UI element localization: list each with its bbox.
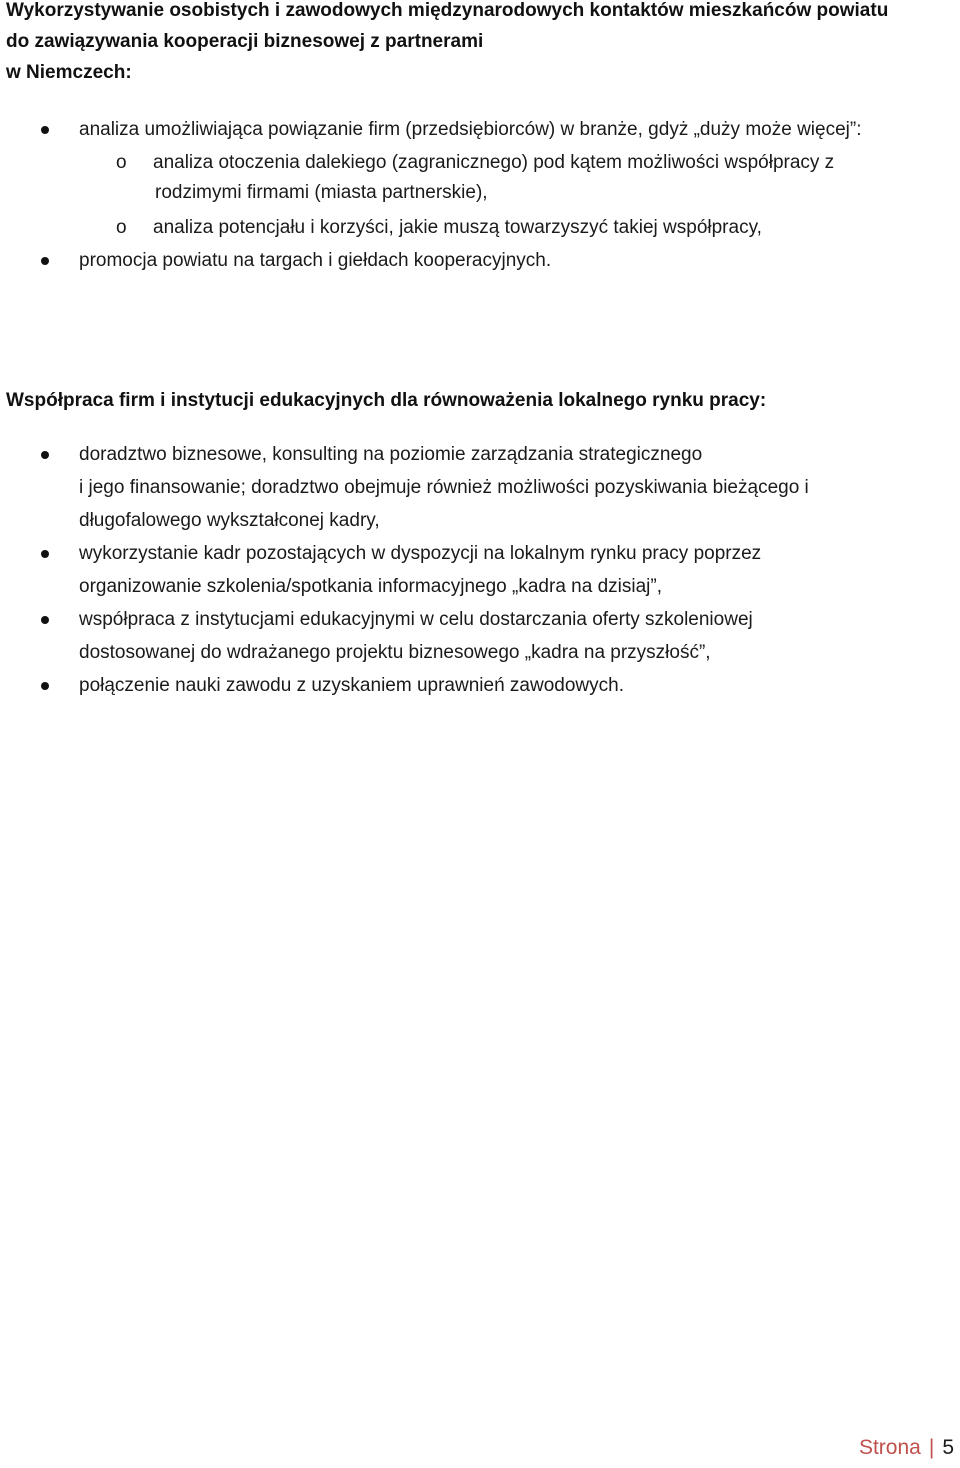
list-item-text: połączenie nauki zawodu z uzyskaniem uprawnień zawodowych. — [79, 675, 624, 696]
list-item-text: organizowanie szkolenia/spotkania informacyjnego „kadra na dzisiaj”, — [79, 576, 662, 597]
sub-list-item-text: analiza potencjału i korzyści, jakie muszą towarzyszyć takiej współpracy, — [153, 217, 762, 238]
list-item-text: wykorzystanie kadr pozostających w dyspozycji na lokalnym rynku pracy poprzez — [79, 543, 762, 564]
heading-line: w Niemczech: — [6, 62, 132, 83]
heading-line: do zawiązywania kooperacji biznesowej z partnerami — [6, 31, 484, 52]
bullet-icon — [41, 616, 49, 624]
list-item-text: analiza umożliwiająca powiązanie firm (przedsiębiorców) w branże, gdyż „duży może więcej”: — [79, 119, 862, 140]
bullet-icon — [41, 126, 49, 134]
heading-line: Wykorzystywanie osobistych i zawodowych międzynarodowych kontaktów mieszkańców powiatu — [6, 0, 889, 21]
circle-bullet-icon: o — [116, 217, 127, 238]
page-number: 5 — [942, 1436, 954, 1459]
list-item-text: dostosowanej do wdrażanego projektu biznesowego „kadra na przyszłość”, — [79, 642, 711, 663]
page-footer — [859, 1432, 954, 1464]
circle-bullet-icon: o — [116, 152, 127, 173]
list-item-text: doradztwo biznesowe, konsulting na poziomie zarządzania strategicznego — [79, 444, 703, 465]
bullet-icon — [41, 257, 49, 265]
section-heading: Współpraca firm i instytucji edukacyjnych dla równoważenia lokalnego rynku pracy: — [6, 390, 767, 411]
footer-separator: | — [928, 1436, 935, 1459]
footer-label: Strona — [858, 1436, 921, 1459]
sub-list-item-text: analiza otoczenia dalekiego (zagranicznego) pod kątem możliwości współpracy z — [153, 152, 835, 173]
sub-list-item-text: rodzimymi firmami (miasta partnerskie), — [155, 182, 488, 203]
bullet-icon — [41, 550, 49, 558]
list-item-text: i jego finansowanie; doradztwo obejmuje również możliwości pozyskiwania bieżącego i — [79, 477, 809, 498]
section-heading — [6, 0, 952, 88]
bullet-icon — [41, 451, 49, 459]
bullet-icon — [41, 682, 49, 690]
list-item-text: współpraca z instytucjami edukacyjnymi w celu dostarczania oferty szkoleniowej — [79, 609, 753, 630]
list-item-text: promocja powiatu na targach i giełdach kooperacyjnych. — [79, 250, 552, 271]
list-item-text: długofalowego wykształconej kadry, — [79, 510, 380, 531]
